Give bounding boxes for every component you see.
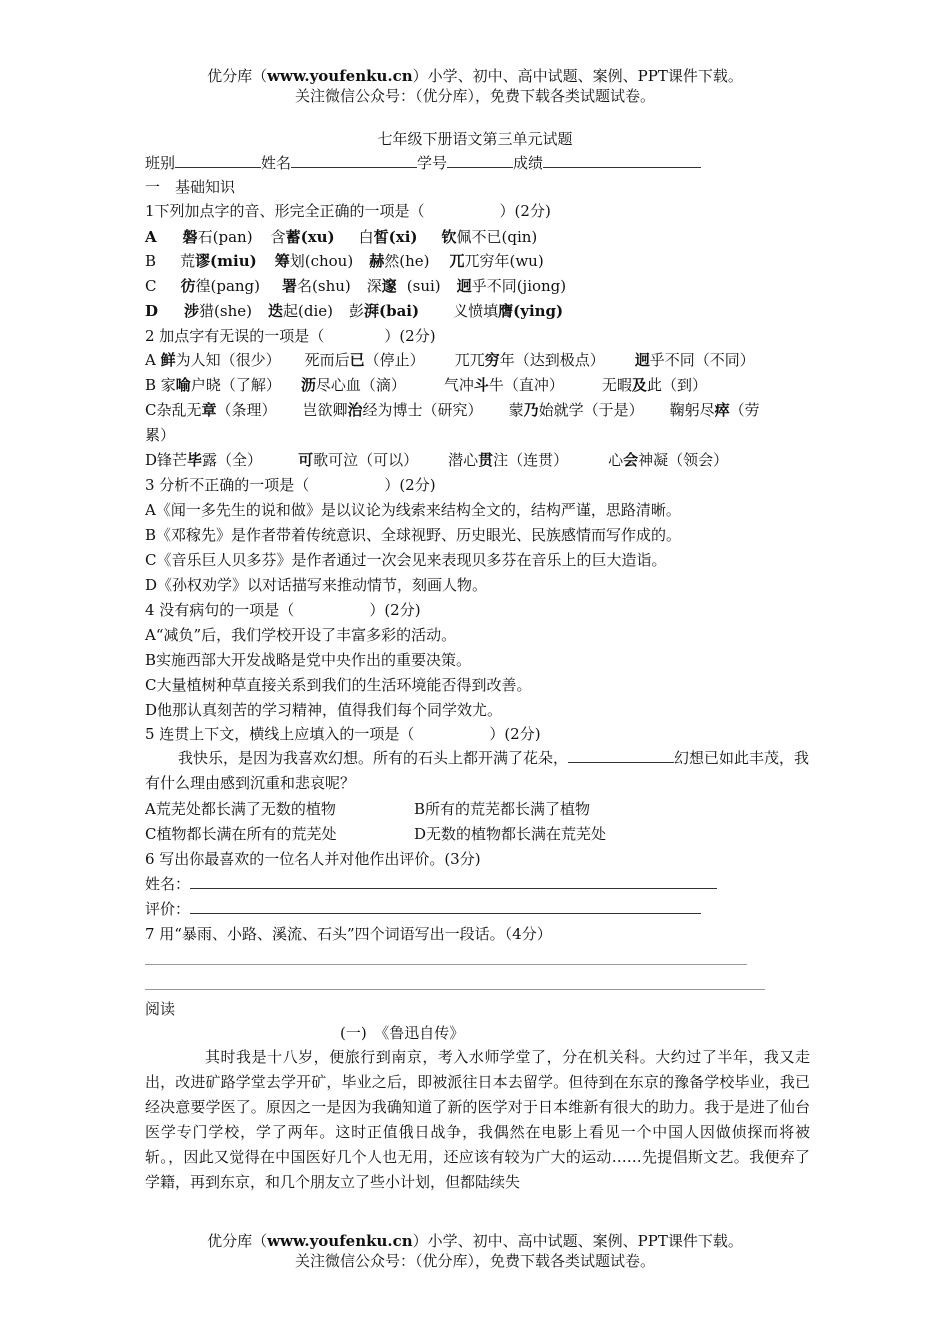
- q2-option-a[interactable]: A 鲜为人知（很少） 死而后已（停止） 兀兀穷年（达到极点） 迥乎不同（不同）: [145, 351, 755, 369]
- header-text: ）小学、初中、高中试题、案例、PPT课件下载。: [412, 67, 743, 85]
- q5-option-b[interactable]: B所有的荒芜都长满了植物: [414, 800, 591, 818]
- footer-line-2: 关注微信公众号：（优分库），免费下载各类试题试卷。: [294, 1252, 655, 1270]
- q1-option-c[interactable]: C 彷徨(pang) 署名(shu) 深邃 (sui) 迥乎不同(jiong): [145, 277, 567, 295]
- score-label: 成绩: [513, 154, 544, 172]
- q6-name-blank[interactable]: [190, 873, 717, 889]
- q6-eval-label: 评价：: [145, 900, 191, 918]
- footer-text: 优分库（: [207, 1232, 268, 1250]
- footer-line-1: [0, 1231, 950, 1251]
- q1-stem: 1下列加点字的音、形完全正确的一项是（ ）(2分): [145, 202, 551, 220]
- q5-passage: 我快乐，是因为我喜欢幻想。所有的石头上都开满了花朵， 幻想已如此丰茂，我有什么理由感到沉重和悲哀呢？: [145, 749, 810, 792]
- header-text: 优分库（: [207, 67, 268, 85]
- q4-option-d[interactable]: D他那认真刻苦的学习精神，值得我们每个同学效尤。: [145, 701, 503, 719]
- header-site[interactable]: www.youfenku.cn: [267, 67, 413, 85]
- name-label: 姓名: [261, 154, 292, 172]
- header-line-2: 关注微信公众号：（优分库），免费下载各类试题试卷。: [294, 87, 655, 105]
- q2-stem: 2 加点字有无误的一项是（ ）(2分): [145, 327, 436, 345]
- q5-option-c[interactable]: C植物都长满在所有的荒芜处: [145, 825, 337, 843]
- q6-eval-row: [145, 898, 701, 920]
- q6-name-row: [145, 873, 717, 895]
- page-title: 七年级下册语文第三单元试题: [377, 130, 573, 148]
- score-blank[interactable]: [543, 152, 701, 168]
- q2-option-b[interactable]: B 家喻户晓（了解） 沥尽心血（滴） 气冲斗牛（直冲） 无暇及此（到）: [145, 376, 707, 394]
- footer-text: ）小学、初中、高中试题、案例、PPT课件下载。: [412, 1232, 743, 1250]
- number-blank[interactable]: [447, 152, 513, 168]
- q2-option-c[interactable]: C杂乱无章（条理） 岂欲卿治经为博士（研究） 蒙乃始就学（于是） 鞠躬尽瘁（劳: [145, 401, 760, 419]
- q4-option-b[interactable]: B实施西部大开发战略是党中央作出的重要决策。: [145, 651, 472, 669]
- q3-option-c[interactable]: C《音乐巨人贝多芬》是作者通过一次会见来表现贝多芬在音乐上的巨大造诣。: [145, 551, 667, 569]
- number-label: 学号: [417, 154, 448, 172]
- q7-answer-line-2[interactable]: [145, 989, 765, 990]
- q3-option-a[interactable]: A《闻一多先生的说和做》是以议论为线索来结构全文的，结构严谨，思路清晰。: [145, 501, 681, 519]
- q6-eval-blank[interactable]: [190, 898, 701, 914]
- q5-stem: 5 连贯上下文，横线上应填入的一项是（ ）(2分): [145, 725, 541, 743]
- q2-option-d[interactable]: D锋芒毕露（全） 可歌可泣（可以） 潜心贯注（连贯） 心会神凝（领会）: [145, 451, 729, 469]
- header-line-1: [0, 66, 950, 86]
- q7-answer-line-1[interactable]: [145, 964, 747, 965]
- footer-site[interactable]: www.youfenku.cn: [267, 1232, 413, 1250]
- student-info-line: [145, 152, 701, 174]
- q5-blank[interactable]: [568, 747, 674, 763]
- reading-subtitle: (一) 《鲁迅自传》: [340, 1024, 465, 1042]
- q3-option-d[interactable]: D《孙权劝学》以对话描写来推动情节，刻画人物。: [145, 576, 488, 594]
- q3-option-b[interactable]: B《邓稼先》是作者带着传统意识、全球视野、历史眼光、民族感情而写作成的。: [145, 526, 682, 544]
- q4-option-a[interactable]: A“减负”后，我们学校开设了丰富多彩的活动。: [145, 626, 457, 644]
- reading-label: 阅读: [145, 1000, 176, 1018]
- q1-option-d[interactable]: D 涉猎(she) 迭起(die) 彭湃(bai) 义愤填膺(ying): [145, 302, 564, 320]
- class-blank[interactable]: [175, 152, 261, 168]
- reading-passage: 其时我是十八岁，便旅行到南京，考入水师学堂了，分在机关科。大约过了半年，我又走出，改进矿路学堂去学开矿，毕业之后，即被派往日本去留学。但待到在东京的豫备学校毕业，我已经决意要学医了。原因之一是因为我确知道了新的医学对于日本维新有很大的助力。我于是进了仙台医学专门学校，学了两年。这时正值俄日战争，我偶然在电影上看见一个中国人因做侦探而将被斩。，因此又觉得在中国医好几个人也无用，还应该有较为广大的运动……先提倡斯文艺。我便弃了学籍，再到东京，和几个朋友立了些小计划，但都陆续失: [145, 1048, 810, 1191]
- q2-option-c-cont: 累）: [145, 426, 176, 444]
- q5-option-a[interactable]: A荒芜处都长满了无数的植物: [145, 800, 336, 818]
- q4-option-c[interactable]: C大量植树种草直接关系到我们的生活环境能否得到改善。: [145, 676, 532, 694]
- q5-option-d[interactable]: D无数的植物都长满在荒芜处: [414, 825, 607, 843]
- q7-stem: 7 用“暴雨、小路、溪流、石头”四个词语写出一段话。（4分）: [145, 925, 552, 943]
- name-blank[interactable]: [291, 152, 417, 168]
- q3-stem: 3 分析不正确的一项是（ ）(2分): [145, 476, 436, 494]
- q6-name-label: 姓名：: [145, 875, 191, 893]
- q1-option-a[interactable]: A 磐石(pan) 含蓄(xu) 白皙(xi) 钦佩不已(qin): [145, 228, 538, 246]
- class-label: 班别: [145, 154, 176, 172]
- q6-stem: 6 写出你最喜欢的一位名人并对他作出评价。(3分): [145, 850, 481, 868]
- q4-stem: 4 没有病句的一项是（ ）(2分): [145, 601, 421, 619]
- section-heading: 一 基础知识: [145, 178, 236, 196]
- q1-option-b[interactable]: B 荒谬(miu) 筹划(chou) 赫然(he) 兀兀穷年(wu): [145, 252, 544, 270]
